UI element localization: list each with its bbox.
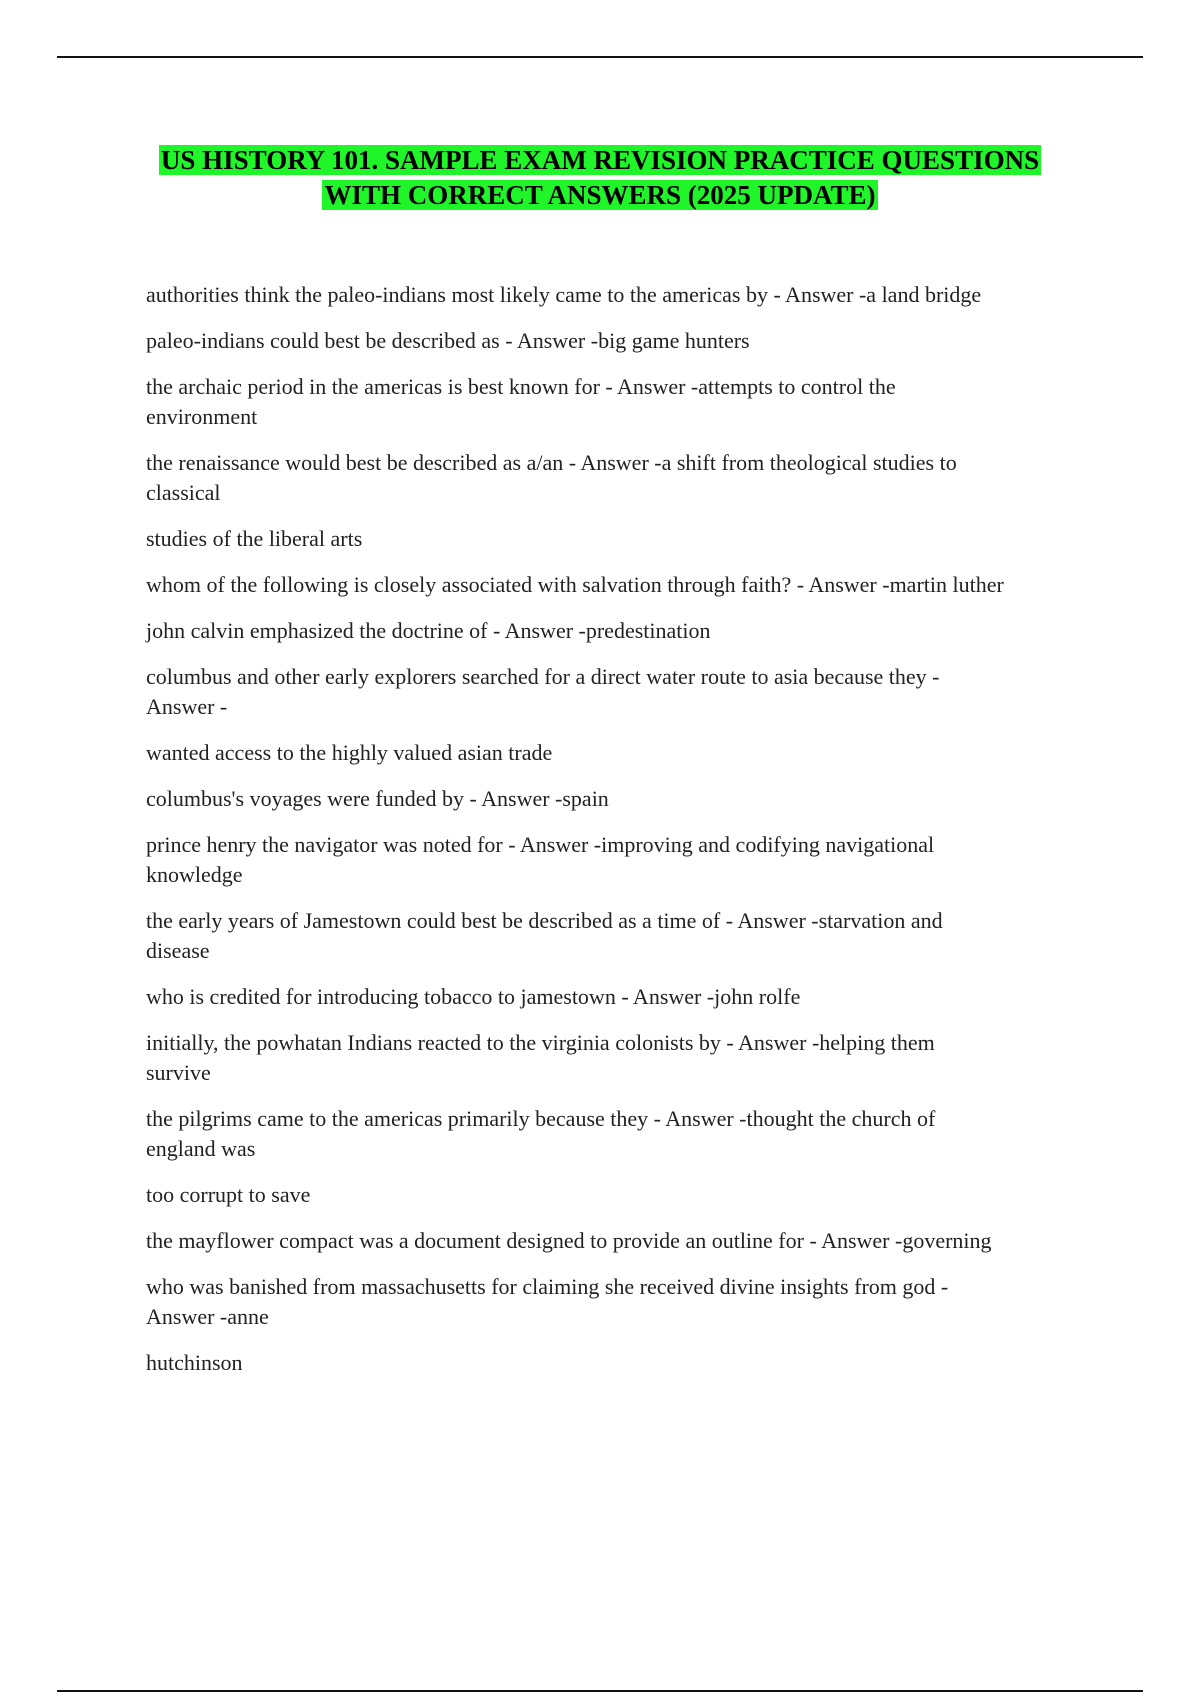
qa-line: Answer -	[146, 694, 228, 719]
qa-paragraph	[146, 1180, 1146, 1210]
qa-line: the archaic period in the americas is best known for - Answer -attempts to control the	[146, 374, 896, 399]
qa-line: columbus and other early explorers searched for a direct water route to asia because they -	[146, 664, 940, 689]
qa-line: john calvin emphasized the doctrine of - Answer -predestination	[146, 618, 711, 643]
qa-paragraph	[146, 448, 1146, 508]
qa-line: Answer -anne	[146, 1304, 269, 1329]
qa-line: the mayflower compact was a document designed to provide an outline for - Answer -governing	[146, 1228, 992, 1253]
qa-line: too corrupt to save	[146, 1182, 311, 1207]
question-answer-list	[146, 280, 1146, 1394]
qa-line: columbus's voyages were funded by - Answer -spain	[146, 786, 609, 811]
qa-line: knowledge	[146, 862, 243, 887]
top-rule	[57, 56, 1143, 58]
qa-line: survive	[146, 1060, 211, 1085]
qa-paragraph	[146, 1028, 1146, 1088]
qa-paragraph	[146, 1348, 1146, 1378]
qa-paragraph	[146, 830, 1146, 890]
qa-paragraph	[146, 570, 1146, 600]
qa-paragraph	[146, 1104, 1146, 1164]
qa-paragraph	[146, 982, 1146, 1012]
qa-paragraph	[146, 616, 1146, 646]
title-line-2: WITH CORRECT ANSWERS (2025 UPDATE)	[324, 180, 876, 210]
title-line-1: US HISTORY 101. SAMPLE EXAM REVISION PRACTICE QUESTIONS	[160, 145, 1040, 175]
qa-paragraph	[146, 1272, 1146, 1332]
qa-paragraph	[146, 662, 1146, 722]
qa-paragraph	[146, 524, 1146, 554]
qa-line: classical	[146, 480, 221, 505]
qa-paragraph	[146, 906, 1146, 966]
qa-line: initially, the powhatan Indians reacted to the virginia colonists by - Answer -helping them	[146, 1030, 935, 1055]
qa-line: whom of the following is closely associated with salvation through faith? - Answer -martin luther	[146, 572, 1004, 597]
qa-line: wanted access to the highly valued asian trade	[146, 740, 553, 765]
qa-line: authorities think the paleo-indians most likely came to the americas by - Answer -a land bridge	[146, 282, 982, 307]
qa-line: prince henry the navigator was noted for - Answer -improving and codifying navigational	[146, 832, 935, 857]
qa-line: disease	[146, 938, 210, 963]
qa-paragraph	[146, 738, 1146, 768]
qa-line: who is credited for introducing tobacco to jamestown - Answer -john rolfe	[146, 984, 801, 1009]
qa-line: england was	[146, 1136, 256, 1161]
qa-line: environment	[146, 404, 258, 429]
qa-paragraph	[146, 326, 1146, 356]
qa-line: the pilgrims came to the americas primarily because they - Answer -thought the church of	[146, 1106, 936, 1131]
bottom-rule	[57, 1690, 1143, 1692]
qa-line: who was banished from massachusetts for claiming she received divine insights from god -	[146, 1274, 949, 1299]
qa-paragraph	[146, 280, 1146, 310]
qa-line: the renaissance would best be described as a/an - Answer -a shift from theological studies to	[146, 450, 957, 475]
qa-line: studies of the liberal arts	[146, 526, 363, 551]
qa-paragraph	[146, 1226, 1146, 1256]
qa-paragraph	[146, 372, 1146, 432]
qa-line: paleo-indians could best be described as - Answer -big game hunters	[146, 328, 750, 353]
qa-line: the early years of Jamestown could best be described as a time of - Answer -starvation and	[146, 908, 943, 933]
qa-paragraph	[146, 784, 1146, 814]
qa-line: hutchinson	[146, 1350, 243, 1375]
page-title	[57, 143, 1143, 213]
